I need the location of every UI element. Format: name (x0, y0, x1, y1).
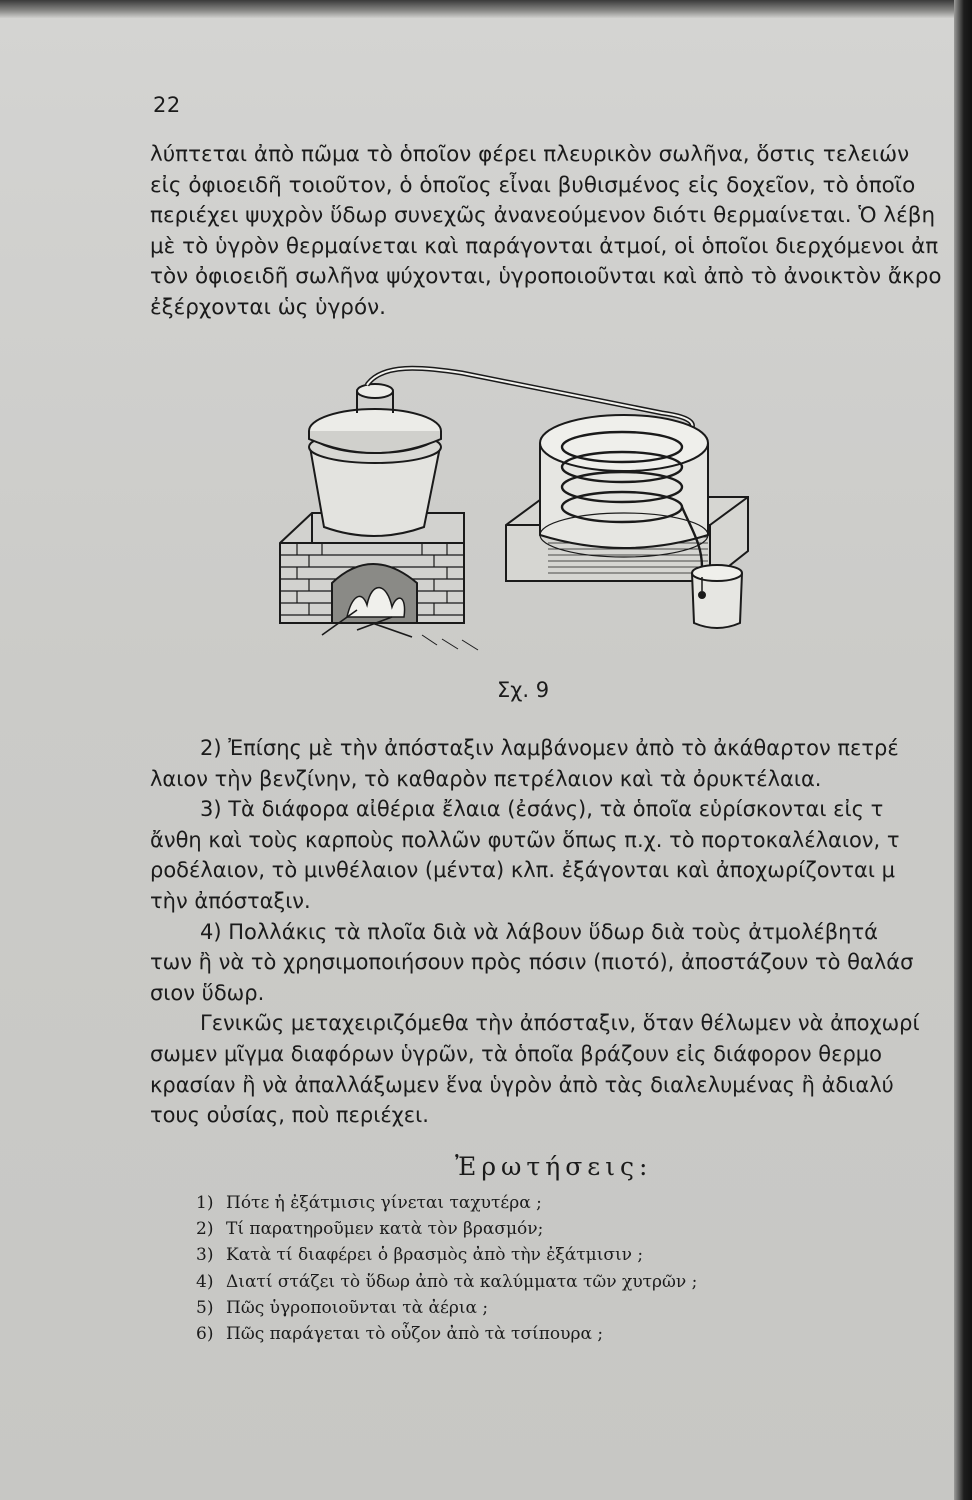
figure-caption: Σχ. 9 (497, 678, 550, 702)
text-line: Γενικῶς μεταχειριζόμεθα τὴν ἀπόσταξιν, ὅταν θέλωμεν νὰ ἀποχωρί (200, 1011, 920, 1036)
text-line: τὴν ἀπόσταξιν. (150, 888, 311, 913)
question-item (196, 1242, 896, 1268)
question-item (196, 1321, 896, 1347)
question-number: 3) (196, 1245, 214, 1266)
text-line: μὲ τὸ ὑγρὸν θερμαίνεται καὶ παράγονται ἀτμοί, οἱ ὁποῖοι διερχόμενοι ἀπ (150, 233, 939, 259)
text-line: λαιον τὴν βενζίνην, τὸ καθαρὸν πετρέλαιον καὶ τὰ ὀρυκτέλαια. (150, 766, 822, 791)
body-paragraphs (150, 733, 960, 1131)
intro-paragraph (150, 140, 960, 323)
question-item (196, 1269, 896, 1295)
question-text: Πῶς ὑγροποιοῦνται τὰ ἀέρια ; (226, 1297, 489, 1318)
question-item (196, 1190, 896, 1216)
scan-top-edge (0, 0, 972, 18)
question-item (196, 1295, 896, 1321)
text-line: εἰς ὀφιοειδῆ τοιοῦτον, ὁ ὁποῖος εἶναι βυθισμένος εἰς δοχεῖον, τὸ ὁποῖο (150, 172, 916, 198)
text-line: ἐξέρχονται ὡς ὑγρόν. (150, 294, 386, 320)
question-number: 2) (196, 1219, 214, 1240)
text-line: τὸν ὀφιοειδῆ σωλῆνα ψύχονται, ὑγροποιοῦνται καὶ ἀπὸ τὸ ἀνοικτὸν ἄκρο (150, 264, 942, 289)
text-line: τους οὐσίας, ποὺ περιέχει. (150, 1103, 429, 1128)
text-line: 2) Ἐπίσης μὲ τὴν ἀπόσταξιν λαμβάνομεν ἀπὸ τὸ ἀκάθαρτον πετρέ (200, 736, 899, 760)
text-line: 4) Πολλάκις τὰ πλοῖα διὰ νὰ λάβουν ὕδωρ διὰ τοὺς ἀτμολέβητά (200, 919, 878, 944)
text-line: σωμεν μῖγμα διαφόρων ὑγρῶν, τὰ ὁποῖα βράζουν εἰς διάφορον θερμο (150, 1041, 882, 1066)
question-text: Πῶς παράγεται τὸ οὖζον ἀπὸ τὰ τσίπουρα ; (226, 1323, 604, 1344)
question-text: Διατί στάζει τὸ ὕδωρ ἀπὸ τὰ καλύμματα τῶν χυτρῶν ; (226, 1271, 698, 1292)
page-number: 22 (153, 93, 181, 117)
text-line: περιέχει ψυχρὸν ὕδωρ συνεχῶς ἀνανεούμενον διότι θερμαίνεται. Ὁ λέβη (150, 203, 936, 228)
questions-heading: Ἐρωτήσεις: (455, 1152, 653, 1181)
questions-list (196, 1190, 896, 1347)
question-item (196, 1216, 896, 1242)
text-line: κρασίαν ἢ νὰ ἀπαλλάξωμεν ἕνα ὑγρὸν ἀπὸ τὰς διαλελυμένας ἢ ἀδιαλύ (150, 1072, 894, 1097)
question-number: 4) (196, 1271, 214, 1292)
question-text: Τί παρατηροῦμεν κατὰ τὸν βρασμόν; (226, 1219, 544, 1240)
question-number: 1) (196, 1193, 214, 1213)
text-line: ροδέλαιον, τὸ μινθέλαιον (μέντα) κλπ. ἐξάγονται καὶ ἀποχωρίζονται μ (150, 858, 895, 883)
question-number: 5) (196, 1297, 214, 1318)
text-line: των ἢ νὰ τὸ χρησιμοποιήσουν πρὸς πόσιν (πιοτό), ἀποστάζουν τὸ θαλάσ (150, 950, 914, 975)
text-line: σιον ὕδωρ. (150, 980, 265, 1005)
text-line: λύπτεται ἀπὸ πῶμα τὸ ὁποῖον φέρει πλευρικὸν σωλῆνα, ὅστις τελειών (150, 142, 910, 167)
question-text: Κατὰ τί διαφέρει ὁ βρασμὸς ἀπὸ τὴν ἐξάτμισιν ; (226, 1245, 644, 1266)
question-number: 6) (196, 1323, 214, 1344)
distillation-apparatus-illustration (262, 355, 772, 665)
text-line: 3) Τὰ διάφορα αἰθέρια ἔλαια (ἐσάνς), τὰ ὁποῖα εὑρίσκονται εἰς τ (200, 797, 884, 822)
text-line: ἄνθη καὶ τοὺς καρποὺς πολλῶν φυτῶν ὅπως π.χ. τὸ πορτοκαλέλαιον, τ (150, 827, 900, 852)
question-text: Πότε ἡ ἐξάτμισις γίνεται ταχυτέρα ; (226, 1193, 542, 1213)
